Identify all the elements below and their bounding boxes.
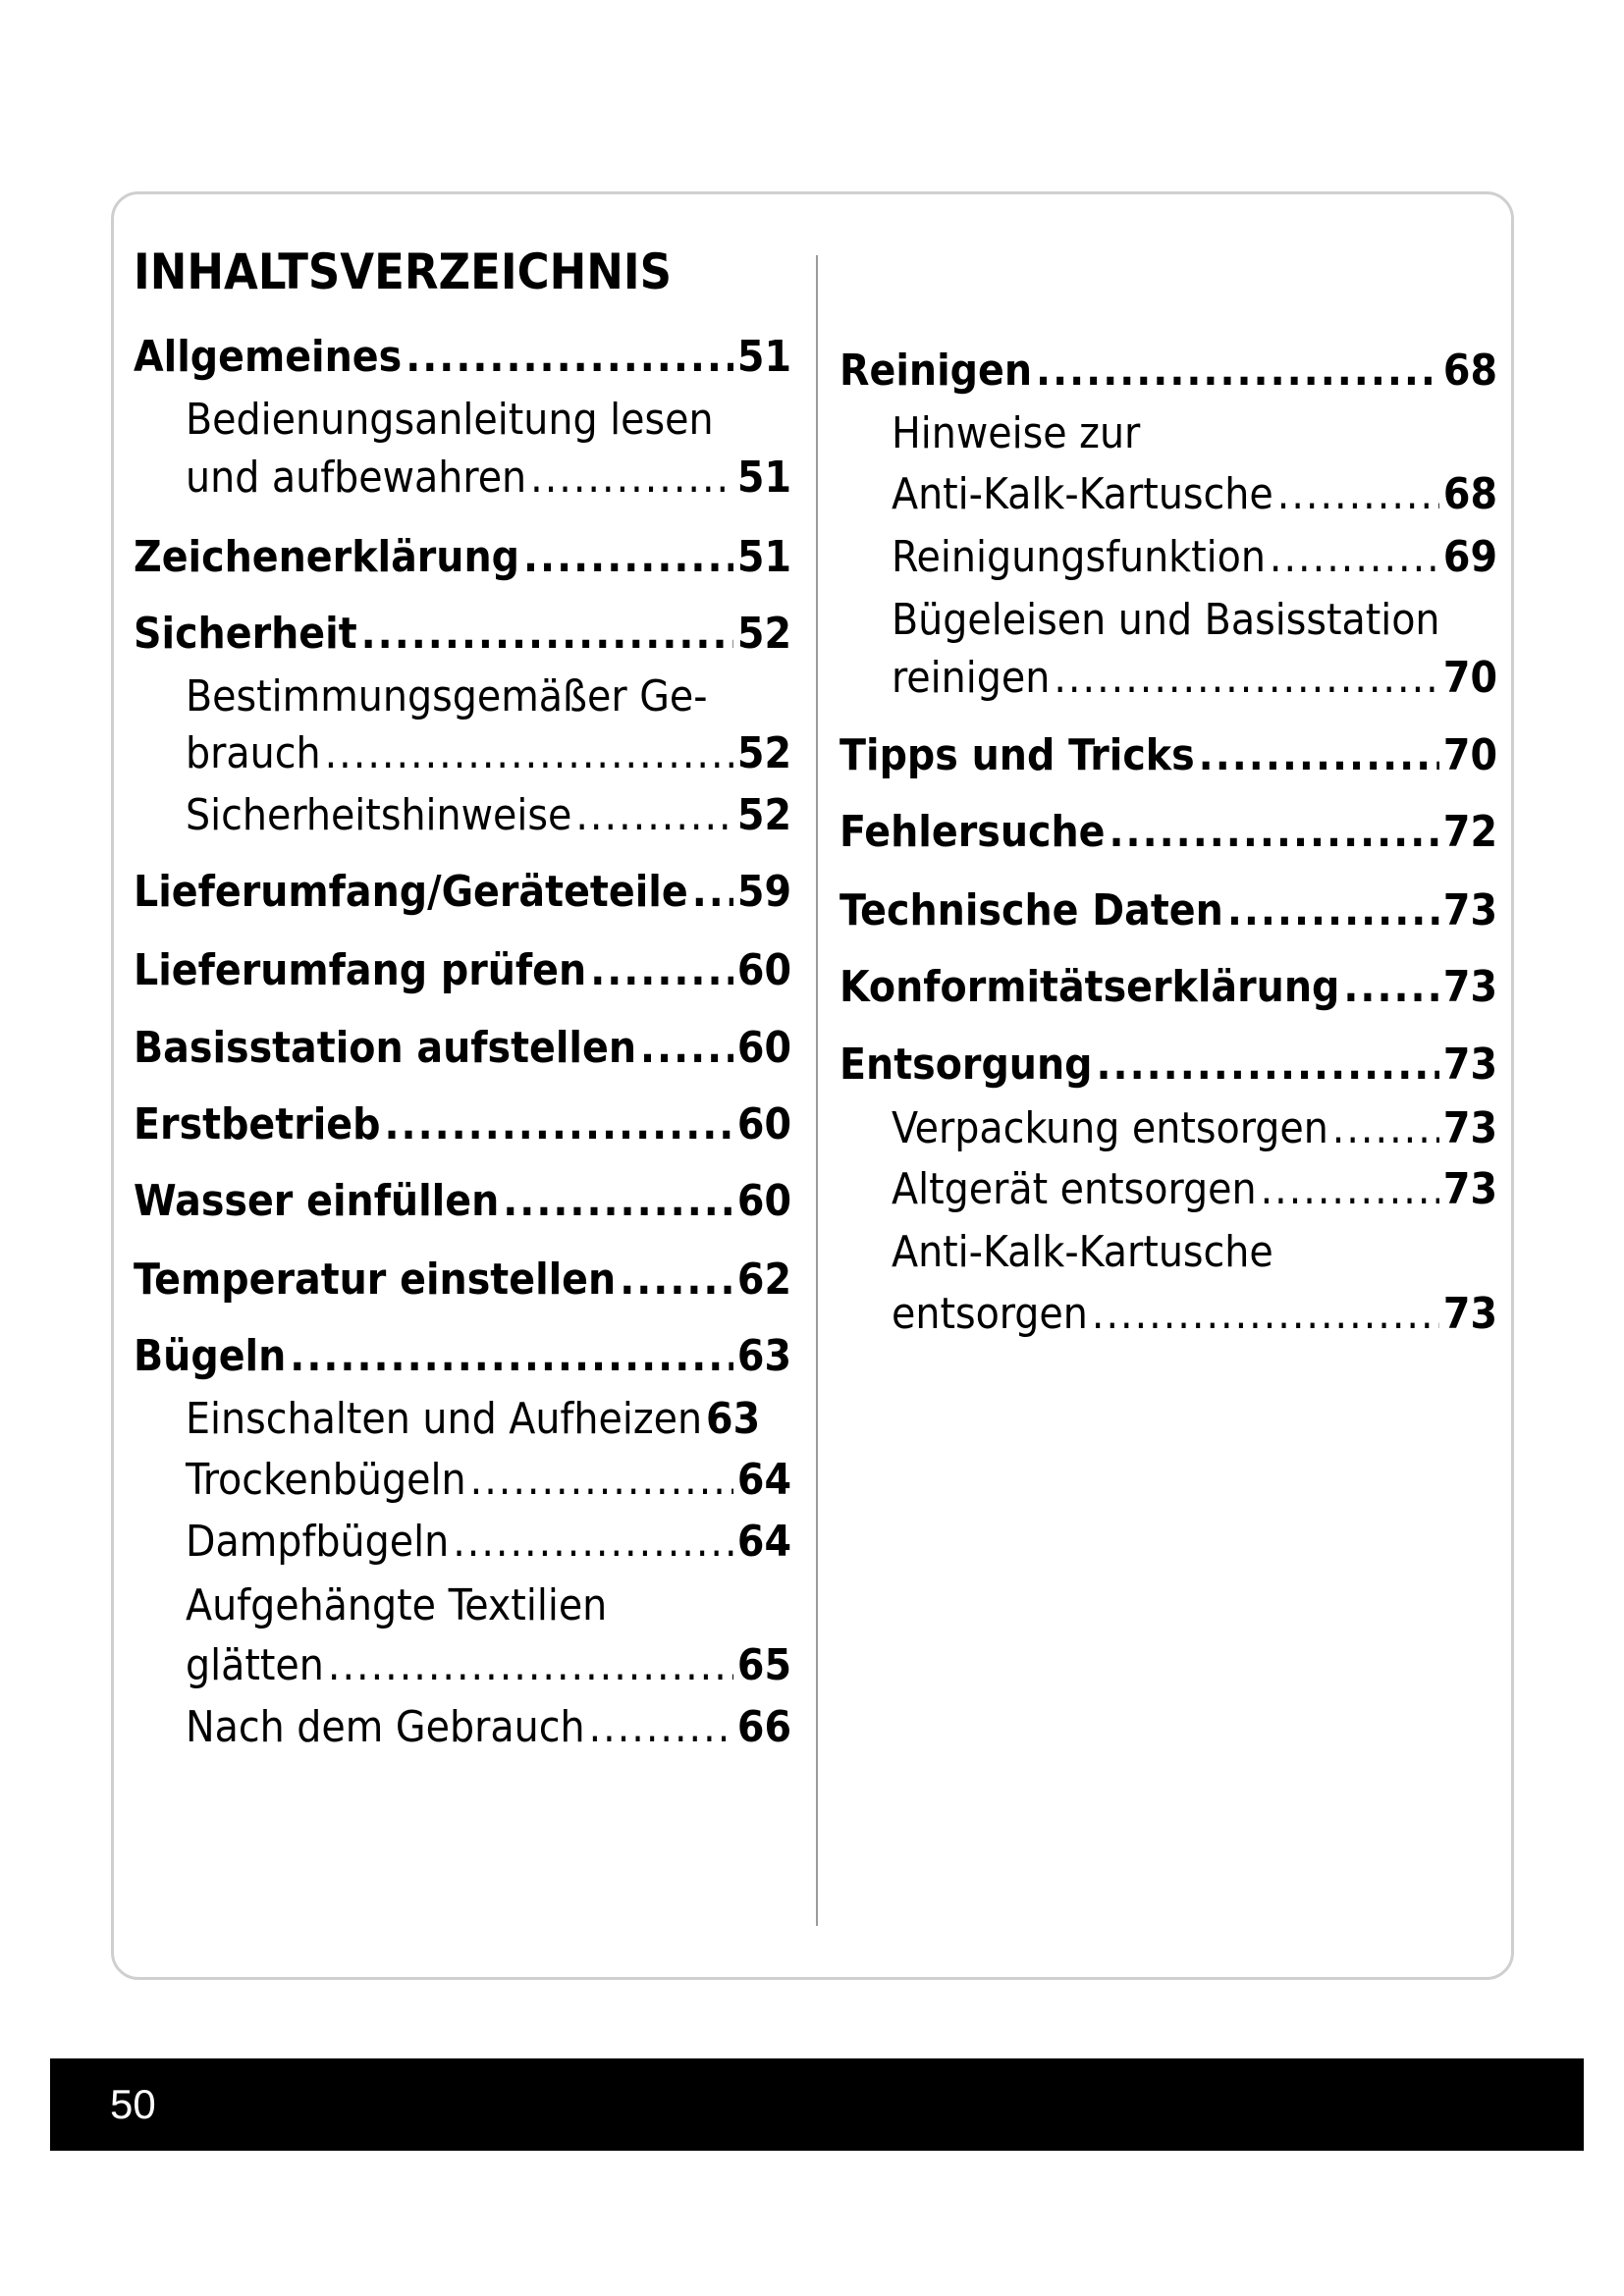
toc-entry-nach-dem-gebrauch[interactable]: Nach dem Gebrauch ..... 66 <box>134 1706 791 1749</box>
toc-entry-antikalk[interactable]: Anti-Kalk-Kartusche ..... 68 <box>839 473 1497 516</box>
toc-title: INHALTSVERZEICHNIS <box>134 243 672 300</box>
toc-entry-bestimmung[interactable]: brauch ..... 52 <box>134 732 791 775</box>
toc-entry-kartusche-line1: Anti-Kalk-Kartusche <box>892 1227 1273 1277</box>
page-number: 50 <box>110 2081 156 2127</box>
footer-bar <box>50 2058 1584 2151</box>
toc-entry-kartusche[interactable]: entsorgen ..... 73 <box>839 1293 1497 1336</box>
toc-entry-sicherheitshinweise[interactable]: Sicherheitshinweise ..... 52 <box>134 794 791 837</box>
toc-entry-altgeraet[interactable]: Altgerät entsorgen ..... 73 <box>839 1168 1497 1211</box>
toc-entry-bestimmung-line1: Bestimmungsgemäßer Ge- <box>186 671 708 721</box>
toc-entry-wasser[interactable]: Wasser einfüllen ..... 60 <box>134 1180 791 1223</box>
toc-entry-antikalk-line1: Hinweise zur <box>892 408 1141 458</box>
toc-entry-konformitaet[interactable]: Konformitätserklärung ..... 73 <box>839 966 1497 1009</box>
toc-entry-lieferumfang-pruefen[interactable]: Lieferumfang prüfen ..... 60 <box>134 949 791 992</box>
toc-entry-zeichenerklaerung[interactable]: Zeichenerklärung ..... 51 <box>134 536 791 579</box>
toc-entry-technische-daten[interactable]: Technische Daten ..... 73 <box>839 889 1497 933</box>
toc-entry-verpackung[interactable]: Verpackung entsorgen ..... 73 <box>839 1107 1497 1150</box>
toc-entry-sicherheit[interactable]: Sicherheit ..... 52 <box>134 613 791 656</box>
toc-entry-reinigungsfunktion[interactable]: Reinigungsfunktion ..... 69 <box>839 536 1497 579</box>
toc-entry-bedienung[interactable]: und aufbewahren ..... 51 <box>134 456 791 500</box>
toc-entry-temperatur[interactable]: Temperatur einstellen ..... 62 <box>134 1258 791 1302</box>
toc-entry-bedienung-line1: Bedienungsanleitung lesen <box>186 395 714 445</box>
toc-entry-buegeleisen-line1: Bügeleisen und Basisstation <box>892 595 1440 645</box>
toc-entry-aufgehaengt[interactable]: glätten ..... 65 <box>134 1644 791 1687</box>
toc-entry-dampfbuegeln[interactable]: Dampfbügeln ..... 64 <box>134 1521 791 1564</box>
toc-entry-allgemeines[interactable]: Allgemeines ..... 51 <box>134 336 791 379</box>
toc-entry-reinigen[interactable]: Reinigen ..... 68 <box>839 349 1497 393</box>
toc-entry-buegeleisen[interactable]: reinigen ..... 70 <box>839 657 1497 700</box>
toc-entry-aufgehaengt-line1: Aufgehängte Textilien <box>186 1580 608 1630</box>
toc-entry-basisstation[interactable]: Basisstation aufstellen ..... 60 <box>134 1027 791 1070</box>
toc-entry-buegeln[interactable]: Bügeln ..... 63 <box>134 1335 791 1378</box>
toc-entry-fehlersuche[interactable]: Fehlersuche ..... 72 <box>839 811 1497 854</box>
toc-entry-erstbetrieb[interactable]: Erstbetrieb ..... 60 <box>134 1103 791 1147</box>
toc-entry-entsorgung[interactable]: Entsorgung ..... 73 <box>839 1043 1497 1087</box>
column-divider <box>816 255 818 1926</box>
toc-entry-lieferumfang[interactable]: Lieferumfang/Geräteteile ..... 59 <box>134 871 791 914</box>
toc-entry-trockenbuegeln[interactable]: Trockenbügeln ..... 64 <box>134 1459 791 1502</box>
toc-entry-einschalten[interactable]: Einschalten und Aufheizen 63 <box>186 1394 761 1444</box>
toc-entry-tipps[interactable]: Tipps und Tricks ..... 70 <box>839 734 1497 777</box>
